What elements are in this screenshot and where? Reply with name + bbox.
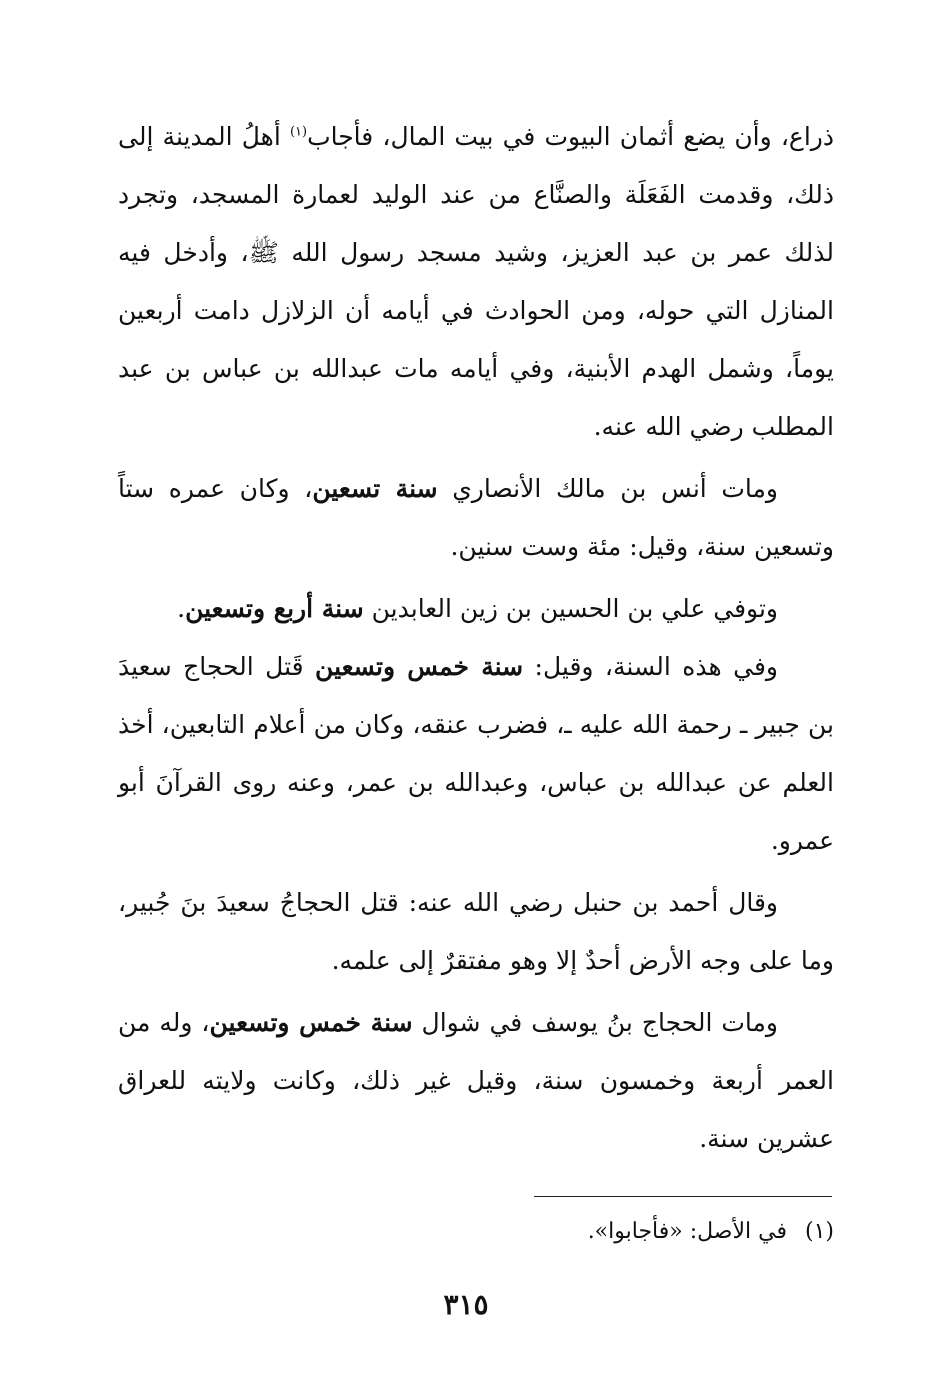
p6-seg-1: ومات الحجاج بنُ يوسف في شوال xyxy=(412,1008,778,1037)
p2-year-bold: سنة تسعين xyxy=(312,474,438,503)
footnote xyxy=(588,1212,834,1252)
footnote-number: (١) xyxy=(804,1219,834,1244)
p1-seg-3: أهلُ المدينة إلى ذلك، وقدمت الفَعَلَة والصنَّاع من عند الوليد لعمارة المسجد، وتجرد لذلك عمر بن عبد العزيز، وشيد مسجد رسول الله ﷺ، وأدخل فيه المنازل التي حوله، ومن الحوادث في أيامه أن الزلازل دامت أربعين يوماً، وشمل الهدم الأبنية، وفي أيامه مات عبدالله بن عباس بن عبد المطلب رضي الله عنه. xyxy=(118,122,834,441)
footnote-marker[interactable]: (١) xyxy=(289,124,308,140)
page-number: ٣١٥ xyxy=(443,1288,489,1321)
footnote-divider xyxy=(534,1196,832,1197)
p6-seg-3: ، وله من العمر أربعة وخمسون سنة، وقيل غير ذلك، وكانت ولايته للعراق عشرين سنة. xyxy=(118,1008,834,1153)
p4-seg-3: قَتل الحجاج سعيدَ بن جبير ـ رحمة الله عليه ـ، فضرب عنقه، وكان من أعلام التابعين، أخذ العلم عن عبدالله بن عباس، وعبدالله بن عمر، وعنه روى القرآنَ أبو عمرو. xyxy=(118,652,834,855)
paragraph-3 xyxy=(118,580,834,638)
p3-seg-1: وتوفي علي بن الحسين بن زين العابدين xyxy=(363,594,778,623)
p5-seg-1: وقال أحمد بن حنبل رضي الله عنه: قتل الحجاجُ سعيدَ بنَ جُبير، وما على وجه الأرض أحدٌ إلا وهو مفتقرٌ إلى علمه. xyxy=(118,888,834,975)
paragraph-6 xyxy=(118,994,834,1168)
footnote-text: في الأصل: «فأجابوا». xyxy=(587,1219,787,1244)
p6-year-bold: سنة خمس وتسعين xyxy=(209,1008,413,1037)
paragraph-1 xyxy=(118,108,834,456)
paragraph-5 xyxy=(118,874,834,990)
p1-seg-1: ذراع، وأن يضع أثمان البيوت في بيت المال، فأجاب xyxy=(307,122,834,151)
paragraph-2 xyxy=(118,460,834,576)
p2-seg-1: ومات أنس بن مالك الأنصاري xyxy=(437,474,778,503)
p3-seg-3: . xyxy=(177,594,186,623)
main-text xyxy=(118,108,834,1168)
paragraph-4 xyxy=(118,638,834,870)
p4-year-bold: سنة خمس وتسعين xyxy=(315,652,524,681)
p2-seg-3: ، وكان عمره ستاً وتسعين سنة، وقيل: مئة وست سنين. xyxy=(118,474,834,561)
p3-year-bold: سنة أربع وتسعين xyxy=(185,594,364,623)
p4-seg-1: وفي هذه السنة، وقيل: xyxy=(523,652,778,681)
